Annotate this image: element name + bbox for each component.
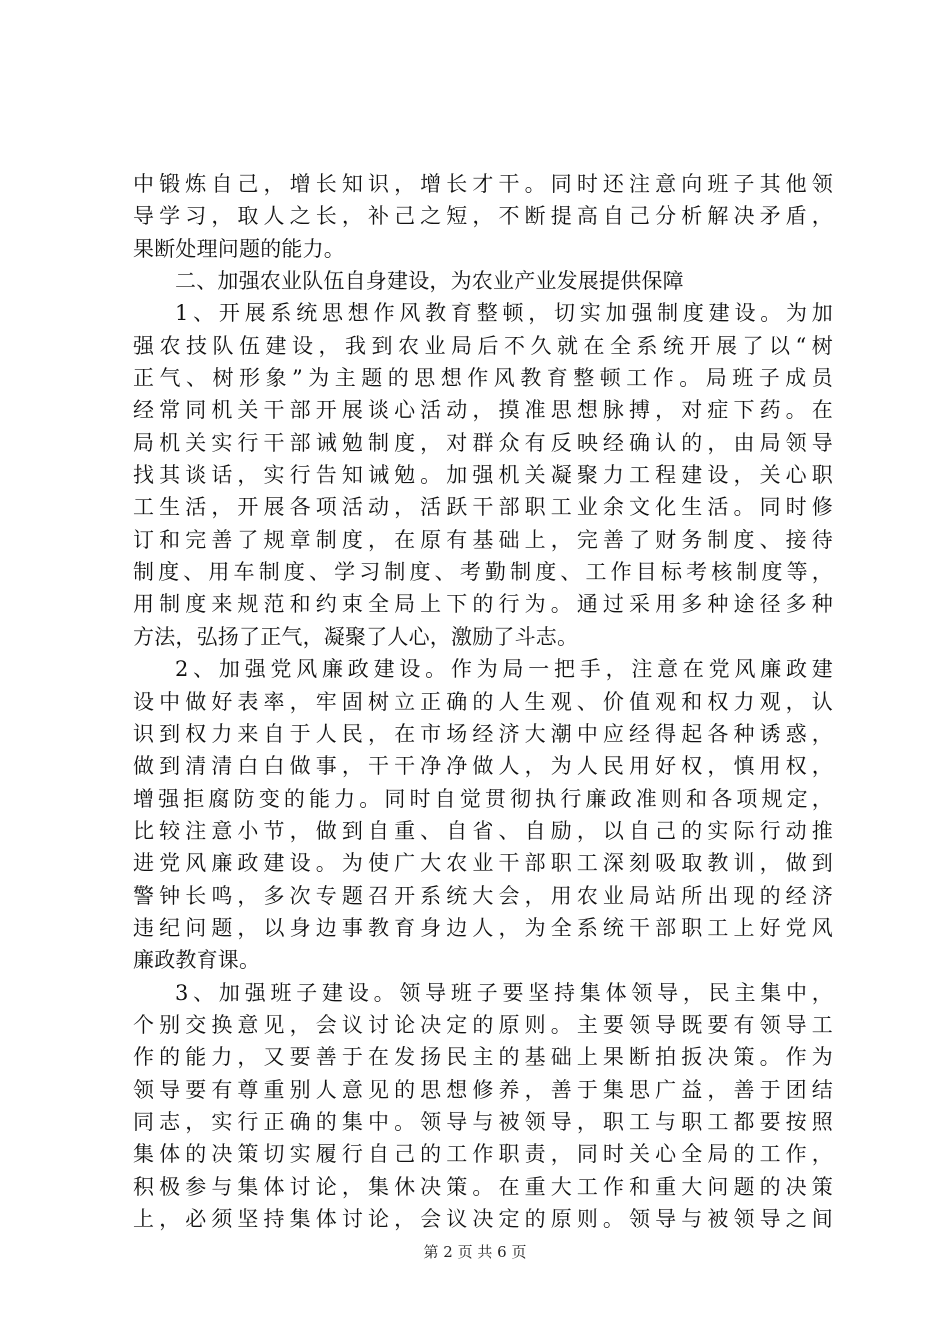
text-line: 比较注意小节，做到自重、自省、自励，以自己的实际行动推: [133, 818, 833, 843]
text-line: 果断处理问题的能力。: [133, 236, 345, 261]
text-line: 集体的决策切实履行自己的工作职责，同时关心全局的工作，: [133, 1142, 833, 1167]
section-heading: 二、加强农业队伍自身建设，为农业产业发展提供保障: [175, 269, 684, 294]
text-line: 3、加强班子建设。领导班子要坚持集体领导，民主集中，: [175, 980, 833, 1005]
text-line: 积极参与集体讨论，集休决策。在重大工作和重大问题的决策: [133, 1174, 833, 1199]
text-line: 进党风廉政建设。为使广大农业干部职工深刻吸取教训，做到: [133, 851, 833, 876]
text-line: 正气、树形象”为主题的思想作风教育整顿工作。局班子成员: [133, 366, 833, 391]
text-line: 中锻炼自己，增长知识，增长才干。同时还注意向班子其他领: [133, 172, 833, 196]
text-line: 2、加强党风廉政建设。作为局一把手，注意在党风廉政建: [175, 657, 833, 682]
text-line: 做到清清白白做事，干干净净做人，为人民用好权，慎用权，: [133, 754, 833, 779]
text-line: 领导要有尊重别人意见的思想修养，善于集思广益，善于团结: [133, 1077, 833, 1102]
text-line: 经常同机关干部开展谈心活动，摸准思想脉搏，对症下药。在: [133, 398, 833, 423]
text-line: 强农技队伍建设，我到农业局后不久就在全系统开展了以“树: [133, 333, 833, 358]
text-line: 设中做好表率，牢固树立正确的人生观、价值观和权力观，认: [133, 689, 833, 714]
page-number-footer: 第 2 页 共 6 页: [423, 1243, 527, 1261]
text-line: 识到权力来自于人民，在市场经济大潮中应经得起各种诱惑，: [133, 721, 833, 746]
text-line: 增强拒腐防变的能力。同时自觉贯彻执行廉政准则和各项规定，: [133, 786, 833, 811]
text-line: 制度、用车制度、学习制度、考勤制度、工作目标考核制度等，: [133, 560, 833, 585]
text-line: 违纪问题，以身边事教育身边人，为全系统干部职工上好党风: [133, 915, 833, 940]
text-line: 订和完善了规章制度，在原有基础上，完善了财务制度、接待: [133, 527, 833, 552]
body-text: [133, 168, 833, 1235]
text-line: 警钟长鸣，多次专题召开系统大会，用农业局站所出现的经济: [133, 883, 833, 908]
text-line: 廉政教育课。: [133, 948, 261, 973]
text-line: 用制度来规范和约束全局上下的行为。通过采用多种途径多种: [133, 592, 833, 617]
text-line: 方法，弘扬了正气，凝聚了人心，激励了斗志。: [133, 624, 579, 649]
text-line: 找其谈话，实行告知诫勉。加强机关凝聚力工程建设，关心职: [133, 463, 833, 488]
text-line: 同志，实行正确的集中。领导与被领导，职工与职工都要按照: [133, 1109, 833, 1134]
text-line: 个别交换意见，会议讨论决定的原则。主要领导既要有领导工: [133, 1012, 833, 1037]
text-line: 局机关实行干部诫勉制度，对群众有反映经确认的，由局领导: [133, 430, 833, 455]
text-line: 工生活，开展各项活动，活跃干部职工业余文化生活。同时修: [133, 495, 833, 520]
text-line: 上，必须坚持集体讨论，会议决定的原则。领导与被领导之间: [133, 1207, 833, 1231]
text-line: 作的能力，又要善于在发扬民主的基础上果断拍扳决策。作为: [133, 1045, 833, 1070]
text-line: 导学习，取人之长，补己之短，不断提高自己分析解决矛盾，: [133, 204, 833, 229]
text-line: 1、开展系统思想作风教育整顿，切实加强制度建设。为加: [175, 301, 833, 326]
